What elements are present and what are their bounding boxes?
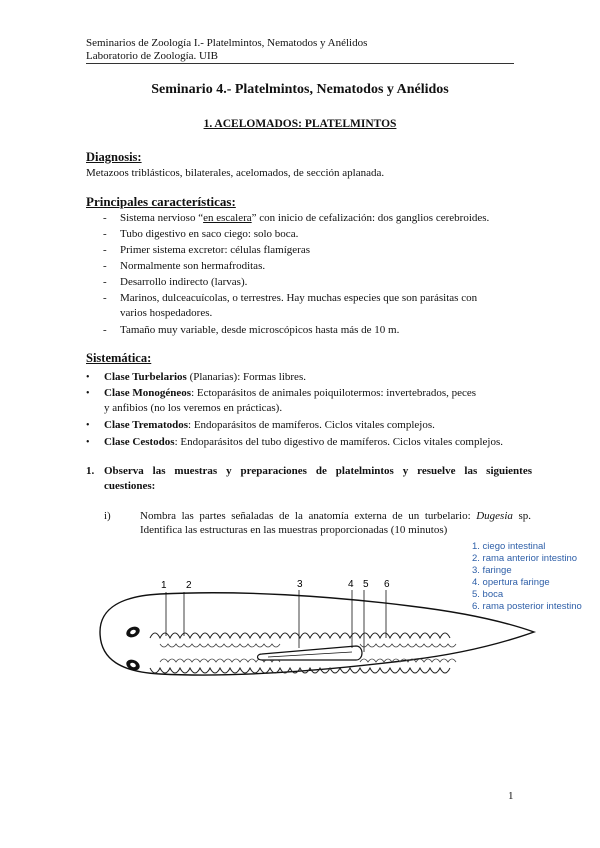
header-lab: Laboratorio de Zoología. UIB — [86, 50, 218, 62]
escalera-link[interactable]: en escalera — [203, 212, 252, 224]
header-divider — [86, 63, 514, 64]
legend-item: 5. boca — [472, 589, 504, 600]
figure-label-1: 1 — [161, 580, 167, 591]
subquestion-number: i) — [104, 510, 111, 522]
features-heading: Principales características: — [86, 194, 236, 209]
page-number: 1 — [508, 790, 514, 802]
diagnosis-text: Metazoos triblásticos, bilaterales, acelomados, de sección aplanada. — [86, 167, 385, 179]
question-text-line1: Observa las muestras y preparaciones de platelmintos y resuelve las siguientes — [104, 465, 532, 477]
figure-label-6: 6 — [384, 579, 390, 590]
subquestion-line2: Identifica las estructuras en las muestras proporcionadas (10 minutos) — [140, 524, 448, 536]
figure-label-3: 3 — [297, 579, 303, 590]
systematics-heading: Sistemática: — [86, 351, 152, 365]
legend-item: 1. ciego intestinal — [472, 541, 546, 552]
intestine-upper-branch — [150, 633, 450, 638]
subquestion-line1: Nombra las partes señaladas de la anatomía externa de un turbelario: Dugesia sp. — [140, 510, 531, 522]
section-subtitle: 1. ACELOMADOS: PLATELMINTOS — [203, 118, 397, 130]
pharynx — [258, 646, 363, 660]
page-title: Seminario 4.- Platelmintos, Nematodos y Anélidos — [151, 82, 449, 97]
legend-item: 3. faringe — [472, 565, 512, 576]
figure-label-4: 4 — [348, 579, 354, 590]
figure-label-2: 2 — [186, 580, 192, 591]
diagnosis-heading: Diagnosis: — [86, 150, 142, 164]
figure-label-5: 5 — [363, 579, 369, 590]
question-text-line2: cuestiones: — [104, 480, 156, 492]
legend-item: 6. rama posterior intestino — [472, 601, 582, 612]
legend-item: 2. rama anterior intestino — [472, 553, 578, 564]
header-course: Seminarios de Zoología I.- Platelmintos, Nematodos y Anélidos — [86, 37, 368, 49]
question-number: 1. — [86, 465, 95, 477]
planarian-diagram — [0, 560, 600, 720]
legend-item: 4. opertura faringe — [472, 577, 550, 588]
